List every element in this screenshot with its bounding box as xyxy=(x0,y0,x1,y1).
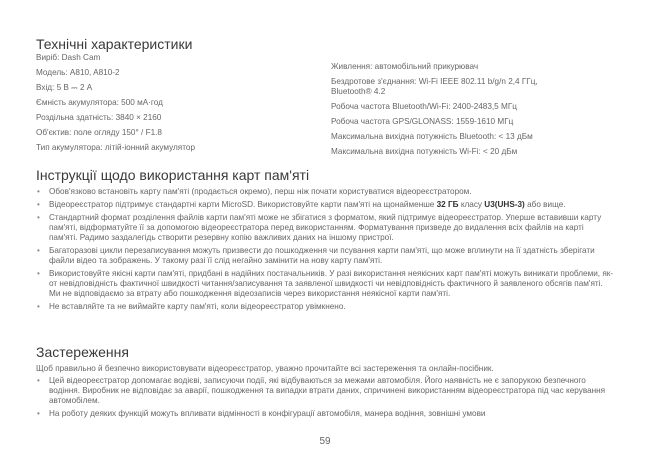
list-item: • Цей відеореєстратор допомагає водієві, записуючи події, які відбуваються за межами автомобіля. Його наявність не є запорукою безпечного водіння. Виробник не відповідає за аварії, пошкодження та випадки втрати даних, спричинені використанням відеореєстратора під час керування автомобілем. xyxy=(36,376,614,406)
list-item: • Стандартний формат розділення файлів карти пам'яті може не збігатися з форматом, який підтримує відеореєстратор. Уперше вставивши карту пам'яті, відформатуйте її за допомогою відеореєстратора перед використанням. Форматування призведе до видалення всіх файлів на карті пам'яті. Радимо заздалегідь створити резервну копію важливих даних на іншому пристрої. xyxy=(36,213,614,243)
memory-card-section xyxy=(36,187,614,315)
list-item: • Не вставляйте та не виймайте карту пам'яті, коли відеореєстратор увімкнено. xyxy=(36,302,614,312)
list-item: • Багаторазові цикли перезаписування можуть призвести до пошкодження чи псування карти пам'яті, що може вплинути на її здатність зберігати файли відео та зображень. У такому разі її слід негайно замінити на нову карту пам'яті. xyxy=(36,246,614,266)
spec-item: Максимальна вихідна потужність Bluetooth: < 13 дБм xyxy=(331,132,533,141)
spec-item: Виріб: Dash Cam xyxy=(36,53,101,62)
spec-item: Вхід: 5 В ⎓ 2 А xyxy=(36,83,93,92)
page-number: 59 xyxy=(319,436,331,447)
spec-item: Живлення: автомобільний прикурювач xyxy=(331,62,479,71)
spec-item: Робоча частота Bluetooth/Wi-Fi: 2400-2483,5 МГц xyxy=(331,102,517,111)
list-item xyxy=(36,200,614,210)
spec-item: Модель: A810, A810-2 xyxy=(36,68,120,77)
text: класу xyxy=(458,200,485,209)
spec-item: Тип акумулятора: літій-іонний акумулятор xyxy=(36,143,196,152)
warnings-intro: Щоб правильно й безпечно використовувати відеореєстратор, уважно прочитайте всі застереження та онлайн-посібник. xyxy=(36,364,494,373)
text: або вище. xyxy=(524,200,566,209)
spec-item: Ємність акумулятора: 500 мА·год xyxy=(36,98,163,107)
memory-card-heading: Інструкції щодо використання карт пам'яті xyxy=(36,167,310,183)
spec-item: Робоча частота GPS/GLONASS: 1559-1610 МГц xyxy=(331,117,514,126)
class-highlight: U3(UHS-3) xyxy=(484,200,525,209)
warnings-heading: Застереження xyxy=(36,344,129,360)
spec-item: Бездротове з'єднання: Wi-Fi IEEE 802.11 b/g/n 2,4 ГГц, Bluetooth® 4.2 xyxy=(331,77,538,96)
list-item: • Обов'язково встановіть карту пам'яті (продається окремо), перш ніж почати користуватися відеореєстратором. xyxy=(36,187,614,197)
warnings-section xyxy=(36,364,614,422)
specs-heading: Технічні характеристики xyxy=(36,36,193,52)
spec-item: Максимальна вихідна потужність Wi-Fi: < 20 дБм xyxy=(331,147,518,156)
spec-item: Роздільна здатність: 3840 × 2160 xyxy=(36,113,162,122)
specs-right-column xyxy=(331,62,576,162)
spec-item: Об'єктив: поле огляду 150° / F1.8 xyxy=(36,128,162,137)
capacity-highlight: 32 ГБ xyxy=(436,200,459,209)
list-item: • На роботу деяких функцій можуть впливати відмінності в конфігурації автомобіля, манера водіння, зовнішні умови xyxy=(36,409,614,419)
text: Відеореєстратор підтримує стандартні карти MicroSD. Використовуйте карти пам'яті на щонайменше xyxy=(49,200,437,209)
specs-left-column xyxy=(36,53,306,158)
list-item: • Використовуйте якісні карти пам'яті, придбані в надійних постачальників. У разі використання неякісних карт пам'яті можуть виникати проблеми, як-от невідповідність фактичної швидкості читання/записування та заявленої швидкості чи невідповідність фактичного й заявленого обсягів пам'яті. Ми не відповідаємо за втрату або пошкодження відеозаписів через використання неякісної карти пам'яті. xyxy=(36,269,614,299)
